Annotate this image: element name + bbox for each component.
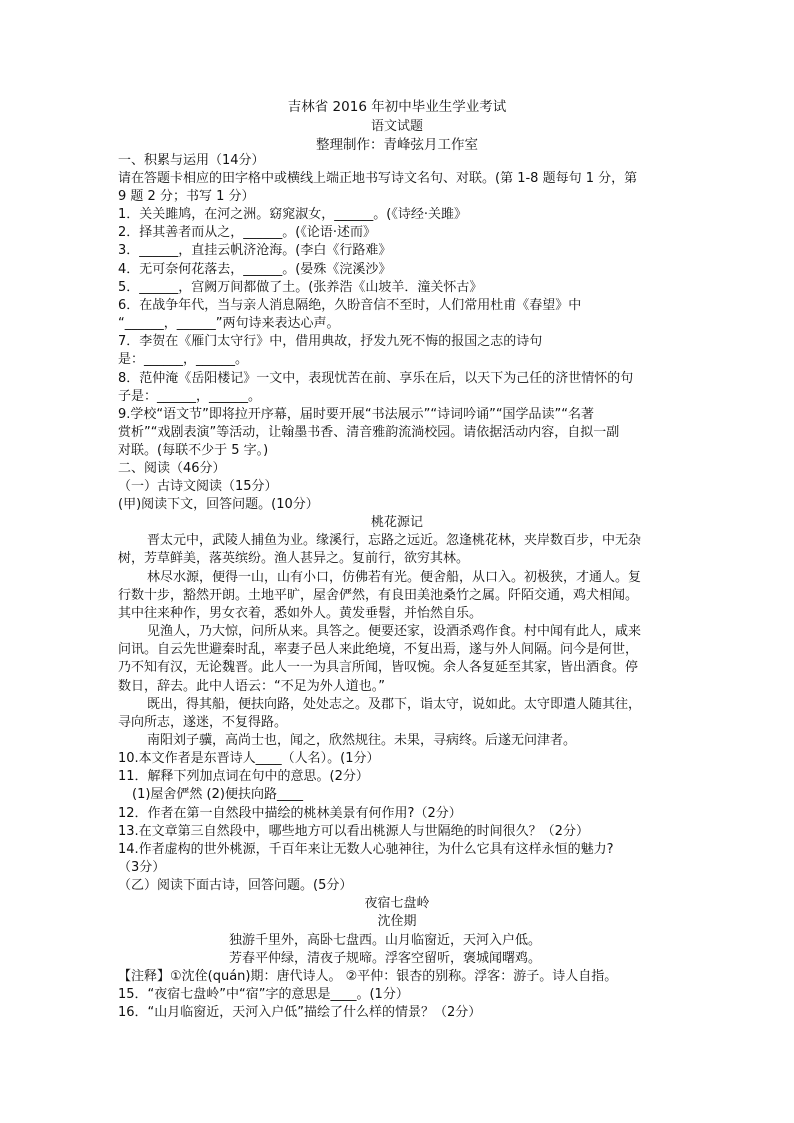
question-14: （3分） [118,860,166,875]
question-7: 是：______，______。 [118,352,249,367]
passage-line: 问讯。自云先世避秦时乱，率妻子邑人来此绝境，不复出焉，遂与外人间隔。问今是何世， [118,642,639,657]
question-8: 子是：______，______。 [118,389,262,404]
section-heading: 一、积累与运用（14分） [118,153,265,168]
question-5: 5．______，宫阙万间都做了土。(张养浩《山坡羊．潼关怀古》 [118,280,483,295]
passage-line: 晋太元中，武陵人捕鱼为业。缘溪行，忘路之远近。忽逢桃花林，夹岸数百步，中无杂 [147,533,642,548]
passage-line: 南阳刘子骥，高尚士也，闻之，欣然规往。未果，寻病终。后遂无问津者。 [147,733,577,748]
question-3: 3．______，直挂云帆济沧海。(李白《行路难》 [118,243,392,258]
question-11: 11．解释下列加点词在句中的意思。(2分） [118,769,369,784]
passage-line: 树，芳草鲜美，落英缤纷。渔人甚异之。复前行，欲穷其林。 [118,551,470,566]
subsection-heading: (甲)阅读下文，回答问题。(10分） [118,497,319,512]
question-9: 对联。(每联不少于 5 字。) [118,443,269,458]
page-title: 吉林省 2016 年初中毕业生学业考试 [287,99,507,115]
instruction-text: 请在答题卡相应的田字格中或横线上端正地书写诗文名句、对联。(第 1-8 题每句 1 分，第 [118,171,638,186]
question-12: 12．作者在第一自然段中描绘的桃林美景有何作用?（2分） [118,806,462,821]
passage-line: 乃不知有汉，无论魏晋。此人一一为具言所闻，皆叹惋。余人各复延至其家，皆出酒食。停 [118,660,639,675]
passage-line: 行数十步，豁然开朗。土地平旷，屋舍俨然，有良田美池桑竹之属。阡陌交通，鸡犬相闻。 [118,588,639,603]
annotation-note: 【注释】①沈佺(quán)期：唐代诗人。 ②平仲：银杏的别称。浮客：游子。诗人自指。 [118,969,618,984]
subject-title: 语文试题 [370,119,423,134]
question-15: 15．“夜宿七盘岭”中“宿”字的意思是____。(1分） [118,987,409,1002]
producer-line: 整理制作：青峰弦月工作室 [316,137,478,153]
section-heading: 二、阅读（46分） [118,461,226,476]
question-1: 1．关关雎鸠，在河之洲。窈窕淑女，______。(《诗经·关雎》 [118,207,467,222]
question-8: 8．范仲淹《岳阳楼记》一文中，表现忧苦在前、享乐在后，以天下为己任的济世情怀的句 [118,371,634,386]
passage-line: 数日，辞去。此中人语云：“不足为外人道也。” [118,679,385,694]
question-13: 13.在文章第三自然段中，哪些地方可以看出桃源人与世隔绝的时间很久？（2分） [118,824,589,839]
question-6: “______，______”两句诗来表达心声。 [118,316,340,331]
question-14: 14.作者虚构的世外桃源，千百年来让无数人心驰神往，为什么它具有这样永恒的魅力? [118,842,614,857]
question-11-options: (1)屋舍俨然 (2)便扶向路____ [132,787,303,802]
question-2: 2．择其善者而从之，______。(《论语·述而》 [118,225,376,240]
poem-line: 芳春平仲绿，清夜子规啼。浮客空留听，褒城闻曙鸡。 [229,951,542,966]
question-16: 16．“山月临窗近，天河入户低”描绘了什么样的情景？（2分） [118,1005,482,1020]
question-10: 10.本文作者是东晋诗人____（人名）。(1分） [118,751,380,766]
poem-author: 沈佺期 [377,914,417,929]
passage-line: 其中往来种作，男女衣着，悉如外人。黄发垂髫，并怡然自乐。 [118,606,483,621]
passage-line: 既出，得其船，便扶向路，处处志之。及郡下，诣太守，说如此。太守即遣人随其往， [147,697,642,712]
question-7: 7．李贺在《雁门太守行》中，借用典故，抒发九死不悔的报国之志的诗句 [118,334,543,349]
poem-line: 独游千里外，高卧七盘西。山月临窗近，天河入户低。 [229,933,542,948]
question-9: 9.学校“语文节”即将拉开序幕，届时要开展“书法展示”“诗词吟诵”“国学品读”“名著 [118,407,595,422]
question-6: 6．在战争年代，当与亲人消息隔绝，久盼音信不至时，人们常用杜甫《春望》中 [118,298,582,313]
question-9: 赏析”“戏剧表演”等活动，让翰墨书香、清音雅韵流淌校园。请依据活动内容，自拟一副 [118,425,620,440]
passage-line: 见渔人，乃大惊，问所从来。具答之。便要还家，设酒杀鸡作食。村中闻有此人，咸来 [147,624,642,639]
question-4: 4．无可奈何花落去，______。(晏殊《浣溪沙》 [118,262,392,277]
subsection-heading: （乙）阅读下面古诗，回答问题。(5分） [118,878,353,893]
passage-line: 寻向所志，遂迷，不复得路。 [118,715,288,730]
passage-line: 林尽水源，便得一山，山有小口，仿佛若有光。便舍船，从口入。初极狭，才通人。复 [147,570,642,585]
poem-title: 夜宿七盘岭 [364,896,430,911]
instruction-text: 9 题 2 分；书写 1 分） [118,189,255,204]
passage-title: 桃花源记 [370,515,423,530]
subsection-heading: （一）古诗文阅读（15分） [118,479,278,494]
